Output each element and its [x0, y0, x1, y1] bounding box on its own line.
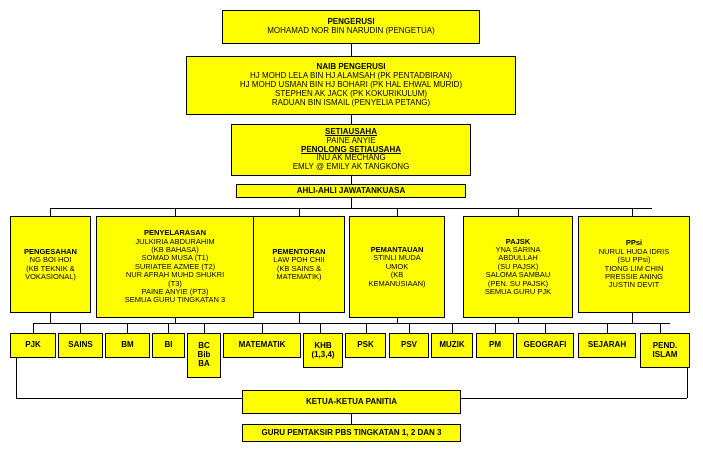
drop-ppsi	[632, 208, 633, 216]
subject-pend-islam-line-0: PEND.	[652, 340, 678, 350]
bus-jawatankuasa	[50, 208, 652, 209]
node-pajsk-line-0: PAJSK	[505, 236, 531, 246]
subject-bc-line-1: Bib	[197, 350, 211, 360]
node-ahli-jawatankuasa[interactable]	[236, 184, 466, 198]
node-setiausaha-line-2: PENOLONG SETIAUSAHA	[300, 144, 401, 154]
node-ppsi-line-5: JUSTIN DEVIT	[608, 280, 660, 290]
node-ppsi-line-0: PPsi	[625, 238, 643, 248]
node-naib-pengerusi[interactable]	[186, 56, 516, 115]
drop-subject-12	[545, 323, 546, 333]
node-pengesahan[interactable]	[10, 216, 91, 313]
node-pemantauan-line-3: (KB	[390, 270, 404, 280]
node-pengesahan-line-2: (KB TEKNIK &	[26, 263, 75, 273]
node-pajsk-line-4: SALOMA SAMBAU	[485, 270, 551, 280]
drop-pementoran	[299, 208, 300, 216]
connector-ahli-bus	[351, 198, 352, 208]
node-pementoran-line-3: MATEMATIK)	[276, 271, 322, 281]
drop-subject-9	[409, 323, 410, 333]
node-pajsk[interactable]	[463, 216, 573, 318]
node-setiausaha-line-0: SETIAUSAHA	[324, 126, 377, 136]
node-naib-pengerusi-line-3: STEPHEN AK JACK (PK KOKURIKULUM)	[274, 88, 428, 98]
subject-khb-line-1: (1,3,4)	[311, 349, 335, 359]
node-penyelarasan[interactable]	[96, 216, 254, 318]
subject-psv[interactable]	[389, 333, 429, 358]
node-naib-pengerusi-line-1: HJ MOHD LELA BIN HJ ALAMSAH (PK PENTADBIRAN)	[249, 71, 453, 81]
rail-left-bottom	[16, 398, 242, 399]
node-penyelarasan-line-5: NUR AFRAH MUHD SHUKRI	[125, 270, 225, 280]
subject-khb[interactable]	[303, 333, 343, 368]
drop-subject-8	[366, 323, 367, 333]
node-ahli-jawatankuasa-line-0: AHLI-AHLI JAWATANKUASA	[296, 185, 406, 195]
drop-subject-2	[80, 323, 81, 333]
node-pemantauan-line-0: PEMANTAUAN	[370, 245, 424, 255]
drop-pajsk	[518, 208, 519, 216]
node-ppsi[interactable]	[578, 216, 690, 313]
subject-bc-line-0: BC	[198, 341, 210, 351]
subject-psv-label: PSV	[400, 340, 417, 350]
subject-sejarah-label: SEJARAH	[587, 340, 627, 350]
node-naib-pengerusi-line-2: HJ MOHD USMAN BIN HJ BOHARI (PK HAL EHWAL MURID)	[239, 80, 463, 90]
node-penyelarasan-line-3: SOMAD MUSA (T1)	[141, 253, 209, 263]
node-pajsk-line-5: (PEN. SU PAJSK)	[487, 278, 549, 288]
subject-psk[interactable]	[345, 333, 386, 358]
node-pemantauan-line-2: UMOK	[385, 261, 409, 271]
node-ppsi-line-3: TIONG LIM CHIN	[604, 263, 664, 273]
subject-sejarah[interactable]	[578, 333, 636, 358]
subject-khb-line-0: KHB	[314, 340, 332, 350]
subject-bc-line-2: BA	[198, 358, 210, 368]
node-pajsk-line-2: ABDULLAH	[498, 253, 538, 263]
node-ppsi-line-4: PRESSIE ANING	[605, 271, 663, 281]
drop-subject-1	[33, 323, 34, 333]
node-pengerusi[interactable]	[222, 10, 480, 44]
subject-sains-label: SAINS	[68, 340, 93, 350]
subject-pend-islam[interactable]	[640, 333, 690, 368]
node-guru-pentaksir-label: GURU PENTAKSIR PBS TINGKATAN 1, 2 DAN 3	[261, 427, 442, 437]
stem-pementoran-down	[299, 313, 300, 323]
node-pementoran-line-1: LAW POH CHII	[273, 255, 325, 265]
drop-subject-5	[204, 323, 205, 333]
node-naib-pengerusi-line-4: RADUAN BIN ISMAIL (PENYELIA PETANG)	[271, 97, 431, 107]
drop-pemantauan	[397, 208, 398, 216]
node-pementoran[interactable]	[253, 216, 345, 313]
node-pemantauan-line-4: KEMANUSIAAN)	[368, 278, 426, 288]
node-penyelarasan-line-4: SURIATEE AZMEE (T2)	[134, 261, 216, 271]
drop-subject-7	[320, 323, 321, 333]
node-penyelarasan-line-7: PAINE ANYIE (PT3)	[141, 286, 209, 296]
stem-ppsi-down	[632, 313, 633, 323]
node-ketua-panitia[interactable]	[242, 390, 461, 414]
node-pajsk-line-6: SEMUA GURU PJK	[484, 286, 552, 296]
node-penyelarasan-line-8: SEMUA GURU TINGKATAN 3	[124, 295, 226, 305]
node-penyelarasan-line-0: PENYELARASAN	[143, 228, 207, 238]
drop-subject-11	[495, 323, 496, 333]
node-penyelarasan-line-1: JULKIRIA ABDURAHIM	[135, 236, 215, 246]
node-naib-pengerusi-line-0: NAIB PENGERUSI	[316, 62, 386, 72]
connector-setiausaha-ahli	[351, 176, 352, 184]
subject-pjk-label: PJK	[25, 340, 41, 350]
subject-sains[interactable]	[58, 333, 103, 358]
node-ketua-panitia-label: KETUA-KETUA PANITIA	[305, 396, 398, 406]
subject-bm-label: BM	[121, 340, 134, 350]
connector-panitia-pentaksir	[351, 414, 352, 424]
subject-bc[interactable]	[187, 333, 221, 378]
node-pementoran-line-0: PEMENTORAN	[272, 246, 326, 256]
subject-muzik[interactable]	[431, 333, 473, 358]
subject-pm[interactable]	[476, 333, 514, 358]
subject-bm[interactable]	[105, 333, 150, 358]
node-setiausaha-line-3: INU AK MECHANG	[316, 153, 386, 163]
subject-bi[interactable]	[152, 333, 185, 358]
node-penyelarasan-line-6: (T3)	[168, 278, 182, 288]
connector-naib-setiausaha	[351, 115, 352, 124]
subject-geografi[interactable]	[516, 333, 574, 358]
node-setiausaha-line-1: PAINE ANYIE	[326, 135, 376, 145]
subject-pend-islam-line-1: ISLAM	[652, 349, 678, 359]
subject-psk-label: PSK	[357, 340, 374, 350]
node-ppsi-line-2: (SU PPsi)	[617, 255, 651, 265]
connector-pengerusi-naib	[351, 44, 352, 56]
node-pemantauan-line-1: STINLI MUDA	[373, 253, 421, 263]
subject-bi-label: BI	[164, 340, 173, 350]
bus-subjects	[33, 323, 670, 324]
node-pementoran-line-2: (KB SAINS &	[276, 263, 322, 273]
node-pengesahan-line-3: VOKASIONAL)	[25, 271, 76, 281]
node-pengerusi-line-1: MOHAMAD NOR BIN NARUDIN (PENGETUA)	[267, 26, 435, 35]
subject-pm-label: PM	[489, 340, 501, 350]
stem-pengesahan-down	[50, 313, 51, 323]
drop-subject-3	[127, 323, 128, 333]
node-setiausaha[interactable]	[231, 124, 471, 176]
node-ppsi-line-1: NURUL HUDA IDRIS	[598, 246, 670, 256]
node-setiausaha-line-4: EMLY @ EMILY AK TANGKONG	[292, 162, 410, 172]
subject-muzik-label: MUZIK	[439, 340, 465, 350]
drop-pengesahan	[50, 208, 51, 216]
drop-subject-4	[168, 323, 169, 333]
subject-geografi-label: GEOGRAFI	[523, 340, 567, 350]
node-penyelarasan-line-2: (KB BAHASA)	[151, 245, 199, 255]
drop-subject-6	[262, 323, 263, 333]
rail-right-bottom	[461, 398, 687, 399]
node-guru-pentaksir[interactable]	[242, 424, 461, 442]
subject-pjk[interactable]	[10, 333, 56, 358]
drop-subject-10	[452, 323, 453, 333]
node-pengerusi-line-0: PENGERUSI	[327, 17, 375, 27]
node-pengesahan-line-0: PENGESAHAN	[24, 246, 77, 256]
node-pajsk-line-1: YNA SARINA	[495, 245, 541, 255]
node-pemantauan[interactable]	[349, 216, 445, 318]
drop-subject-13	[607, 323, 608, 333]
subject-matematik[interactable]	[223, 333, 301, 358]
node-pajsk-line-3: (SU PAJSK)	[497, 261, 539, 271]
drop-penyelarasan	[175, 208, 176, 216]
node-pengesahan-line-1: NG BOI HOI	[29, 255, 72, 265]
subject-matematik-label: MATEMATIK	[238, 340, 286, 350]
drop-subject-14	[660, 323, 661, 333]
